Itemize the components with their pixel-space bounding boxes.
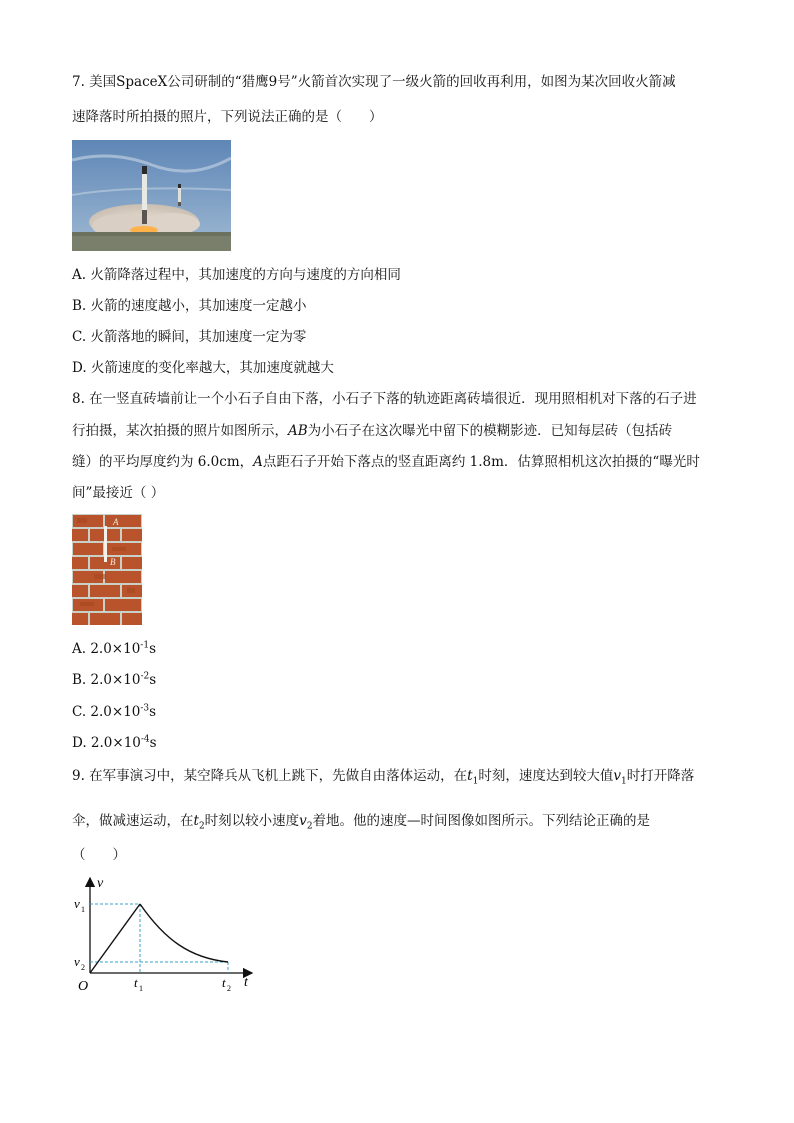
q8-stem-line2: 行拍摄，某次拍摄的照片如图所示，AB为小石子在这次曝光中留下的模糊影迹．已知每层砖（包括砖 <box>72 423 673 439</box>
v2-subscript: 2 <box>81 963 85 972</box>
t1-subscript: 1 <box>139 984 143 993</box>
q8-option-d: D. $2.0\times 10^{-4}s$ <box>72 734 157 751</box>
q8-stem-line1: 8. 在一竖直砖墙前让一个小石子自由下落，小石子下落的轨迹距离砖墙很近．现用照相机对下落的石子进 <box>72 391 697 407</box>
q8-stem-line4: 间”最接近（ ） <box>72 485 165 501</box>
image-label-a: A <box>113 517 119 527</box>
q7-option-a: A. 火箭降落过程中，其加速度的方向与速度的方向相同 <box>72 267 401 283</box>
rocket-landing-photo <box>72 140 231 251</box>
velocity-time-graph <box>70 870 260 995</box>
q7-option-b: B. 火箭的速度越小，其加速度一定越小 <box>72 298 307 314</box>
deceleration-curve <box>140 904 228 962</box>
q8-option-a: A. $2.0\times 10^{-1}s$ <box>72 640 157 657</box>
q8-option-b: B. $2.0\times 10^{-2}s$ <box>72 671 157 688</box>
q8-option-c: C. $2.0\times 10^{-3}s$ <box>72 703 157 720</box>
t1-label: t <box>134 975 138 990</box>
q7-stem-line1: 7. 美国SpaceX公司研制的“猎鹰9号”火箭首次实现了一级火箭的回收再利用，如图为某次回收火箭减 <box>72 74 676 90</box>
q7-stem-line2: 速降落时所拍摄的照片，下列说法正确的是（ ） <box>72 109 383 125</box>
v2-label: v <box>74 954 80 969</box>
v1-label: v <box>74 896 80 911</box>
q7-option-d: D. 火箭速度的变化率越大，其加速度就越大 <box>72 360 334 376</box>
t2-label: t <box>222 975 226 990</box>
t2-subscript: 2 <box>227 984 231 993</box>
q9-stem-line2: 伞，做减速运动，在$t_2$时刻以较小速度$v_2$着地。他的速度—时间图像如图所示。下列结论正确的是 <box>72 813 651 832</box>
q7-option-c: C. 火箭落地的瞬间，其加速度一定为零 <box>72 329 307 345</box>
x-axis-label: t <box>244 975 248 990</box>
free-fall-segment <box>90 904 140 973</box>
image-label-b: B <box>110 557 116 567</box>
q8-stem-line3: 缝）的平均厚度约为 6.0cm，A点距石子开始下落点的竖直距离约 1.8m．估算照相机这次拍摄的“曝光时 <box>72 454 700 470</box>
q9-stem-line3: （ ） <box>72 847 126 863</box>
y-axis-label: v <box>97 876 104 891</box>
q9-stem-line1: 9. 在军事演习中，某空降兵从飞机上跳下，先做自由落体运动，在$t_1$时刻，速度达到较大值$v_1$时打开降落 <box>72 768 695 787</box>
origin-label: O <box>78 979 89 994</box>
brick-wall-photo <box>72 514 142 625</box>
v1-subscript: 1 <box>81 905 85 914</box>
